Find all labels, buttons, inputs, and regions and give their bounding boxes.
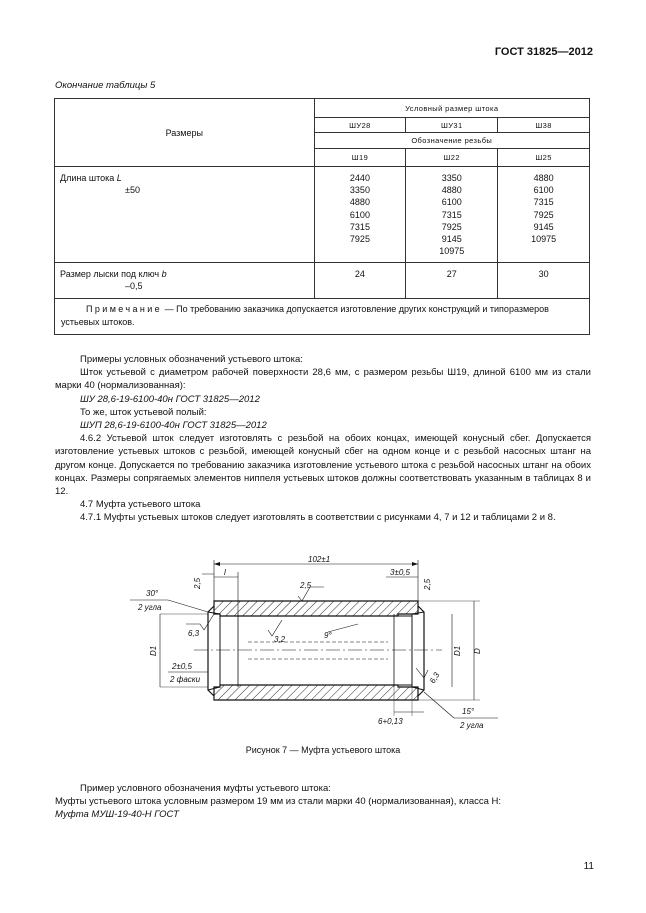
paragraph: Шток устьевой с диаметром рабочей поверхности 28,6 мм, с размером резьбы Ш19, длиной 6100 мм из стали марки 40 (нормализованная): (55, 367, 591, 392)
flat-value: 24 (314, 263, 406, 299)
dim-3: 3±0,5 (390, 568, 410, 577)
row-label-flat: Размер лыски под ключ b –0,5 (55, 263, 315, 299)
angle-15-note: 2 угла (460, 721, 484, 730)
thread-header-cell: Ш25 (498, 149, 590, 167)
flat-value: 27 (406, 263, 498, 299)
doc-code-header: ГОСТ 31825—2012 (494, 46, 593, 58)
group-header-size: Условный размер штока (314, 99, 589, 118)
roughness-63-left: 6,3 (188, 629, 200, 638)
length-values-col3: 4880 6100 7315 7925 9145 10975 (498, 167, 590, 263)
example-text (55, 782, 591, 822)
angle-30-note: 2 угла (138, 603, 162, 612)
paragraph: Муфты устьевого штока условным размером 19 мм из стали марки 40 (нормализованная), класса Н: (55, 796, 502, 808)
paragraph: Примеры условных обозначений устьевого штока: (80, 354, 303, 365)
length-values-col2: 3350 4880 6100 7315 7925 9145 10975 (406, 167, 498, 263)
table-5 (54, 98, 590, 335)
roughness-right: 2,5 (423, 578, 432, 590)
dim-d1-left: D1 (149, 645, 158, 656)
section-heading: 4.7 Муфта устьевого штока (80, 499, 201, 511)
angle-15: 15° (462, 707, 475, 716)
designation-example: ШУ 28,6-19-6100-40н ГОСТ 31825—2012 (80, 393, 260, 405)
chamfer-dim: 2±0,5 (172, 662, 192, 671)
paragraph: 4.7.1 Муфты устьевых штоков следует изготовлять в соответствии с рисунками 4, 7 и 12 и таблицами 2 и 8. (80, 512, 556, 524)
flat-value: 30 (498, 263, 590, 299)
roughness-63-right: 6,3 (427, 670, 442, 685)
dim-l: l (224, 568, 226, 577)
coupling-drawing (128, 552, 518, 742)
thread-header-cell: Ш22 (406, 149, 498, 167)
dim-d1-right: D1 (453, 645, 462, 656)
designation-example: ШУП 28,6-19-6100-40н ГОСТ 31825—2012 (80, 420, 267, 432)
chamfer-note: 2 фаски (170, 675, 201, 684)
row-label-length: Длина штока L ±50 (55, 167, 315, 263)
dim-d: D (473, 648, 482, 654)
thread-header: Обозначение резьбы (314, 133, 589, 149)
paragraph: 4.6.2 Устьевой шток следует изготовлять с резьбой на обоих концах, имеющей конусный сбег. Допускается изготовление устьевых штоков с резьбой, имеющей конусный сбег на одном конце и с резьбой насосных штанг на другом конце. Допускается по требованию заказчика изготовление устьевого штока с резьбой насосных штанг на обоих концах. Размеры сопрягаемых элементов ниппеля устьевых штоков должны соответствовать указанным в таблицах 8 и 12. (55, 433, 591, 498)
col-header-sizes: Размеры (55, 99, 315, 167)
thread-header-cell: Ш19 (314, 149, 406, 167)
paragraph: То же, шток устьевой полый: (80, 406, 207, 418)
roughness-32: 3,2 (274, 635, 286, 644)
roughness-left: 2,5 (193, 577, 202, 589)
size-header: Ш38 (498, 118, 590, 133)
dim-length: 102±1 (308, 555, 331, 564)
table-note: Примечание — По требованию заказчика допускается изготовление других конструкций и типоразмеров устьевых штоков. (55, 299, 590, 335)
angle-9: 9° (324, 631, 332, 640)
length-values-col1: 2440 3350 4880 6100 7315 7925 (314, 167, 406, 263)
table-caption: Окончание таблицы 5 (55, 80, 156, 91)
roughness-top: 2,5 (300, 581, 312, 590)
dim-6: 6+0,13 (378, 717, 403, 726)
figure-caption: Рисунок 7 — Муфта устьевого штока (245, 745, 401, 755)
size-header: ШУ28 (314, 118, 406, 133)
paragraph: Пример условного обозначения муфты устьевого штока: (80, 783, 331, 794)
angle-30: 30° (146, 589, 159, 598)
page-number: 11 (583, 861, 594, 872)
size-header: ШУ31 (406, 118, 498, 133)
designation-example: Муфта МУШ-19-40-Н ГОСТ (55, 809, 179, 821)
body-text (55, 353, 591, 525)
